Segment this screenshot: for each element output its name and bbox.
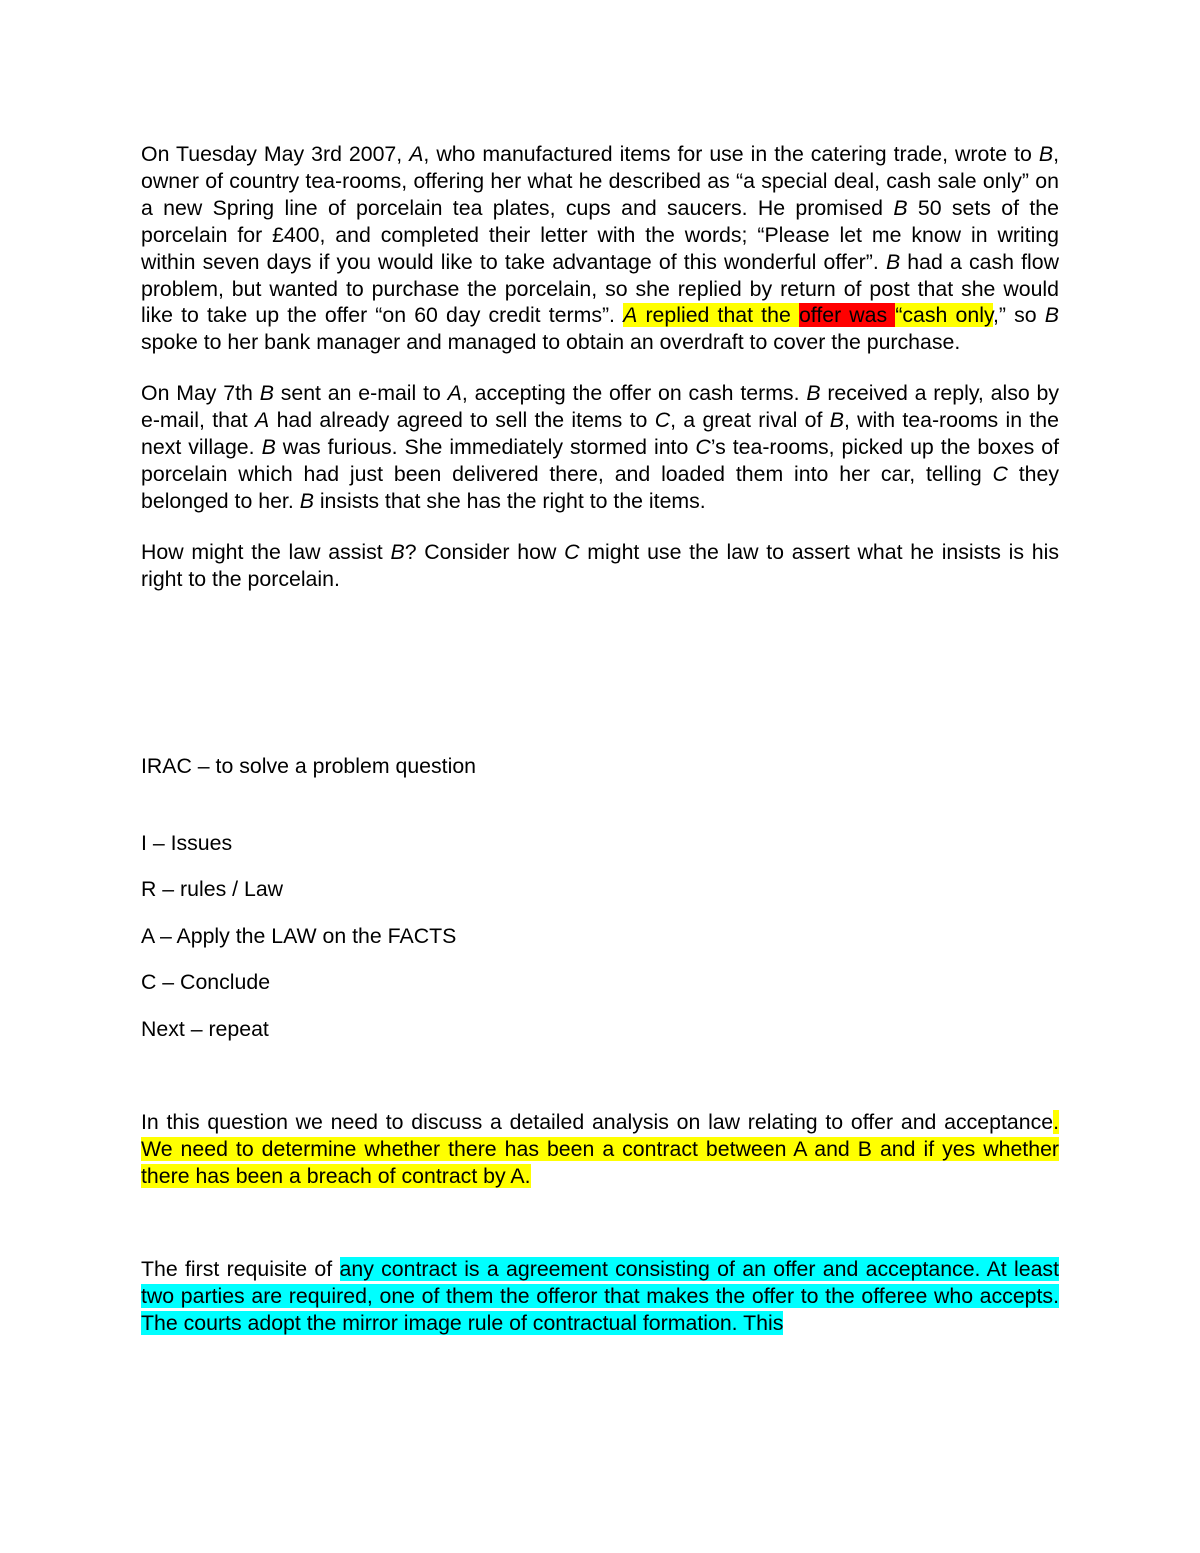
text-run: ,” so [993,303,1045,328]
section-gap [141,593,1059,753]
text-run: sent an e-mail to [273,381,448,406]
text-run: ’s tea-rooms, picked up the boxes of porcelain which had just been delivered there, and loaded them into her car, telling [141,435,1059,486]
party-a: A [255,408,270,433]
section-gap [141,1190,1059,1256]
text-run: , who manufactured items for use in the catering trade, wrote to [423,142,1039,166]
party-b: B [1038,142,1054,166]
party-b: B [1044,303,1060,328]
party-c: C [992,461,1008,486]
text-run: , with tea-rooms in the next village. [141,408,1059,460]
party-a: A [447,381,462,406]
highlight-party-a: A [623,303,638,328]
party-a: A [409,142,424,166]
irac-item-next: Next – repeat [141,1016,269,1041]
text-run: , accepting the offer on cash terms. [461,381,807,406]
text-run: On Tuesday May 3rd 2007, [141,142,410,166]
text-run: 50 sets of the porcelain for £400, and completed their letter with the words; “Please let me know in writing within seven days if you would like to take advantage of this wonderful offer”. [141,195,1059,274]
highlight-cyan-text: any contract is a agreement consisting of an offer and acceptance. At least two parties are required, one of them the offeror that makes the offer to the offeree who accepts. The courts adopt the mirror image rule of contractual formation. This [141,1256,1059,1335]
party-b: B [259,381,274,406]
party-b: B [261,435,276,460]
irac-heading: IRAC – to solve a problem question [141,753,477,778]
party-c: C [695,435,711,460]
irac-item-conclude: C – Conclude [141,970,271,995]
text-run: On May 7th [141,381,260,406]
text-run: How might the law assist [141,539,391,564]
text-run: The first requisite of [141,1256,340,1281]
text-run: insists that she has the right to the items. [313,488,706,513]
problem-paragraph-2 [141,380,1059,515]
problem-paragraph-1 [141,141,1059,356]
irac-item-rules: R – rules / Law [141,877,284,902]
highlight-yellow-text: “cash only [895,303,994,328]
party-b: B [893,195,908,220]
text-run: was furious. She immediately stormed into [275,435,696,460]
party-b: B [299,488,314,513]
highlight-yellow-text: replied that the [637,303,799,328]
party-b: B [806,381,821,406]
irac-item-issues: I – Issues [141,830,233,855]
text-run: ? Consider how [404,539,565,564]
document-page [141,141,1059,1337]
paragraph-gap [141,515,1059,539]
text-run: they belonged to her. [141,461,1060,513]
analysis-paragraph-2 [141,1256,1059,1337]
text-run: , a great rival of [670,408,830,433]
text-run: received a reply, also by e-mail, that [141,381,1059,433]
paragraph-gap [141,356,1059,380]
text-run: had already agreed to sell the items to [269,408,655,433]
text-run: , owner of country tea-rooms, offering her what he described as “a special deal, cash sale only” on a new Spring line of porcelain tea plates, cups and saucers. He promised [141,142,1059,220]
text-run: spoke to her bank manager and managed to obtain an overdraft to cover the purchase. [141,330,961,355]
party-b: B [829,408,844,433]
problem-question [141,539,1059,593]
party-c: C [564,539,580,564]
section-gap [141,1062,1059,1109]
party-c: C [654,408,671,433]
analysis-paragraph-1 [141,1109,1059,1190]
highlight-yellow-text: . We need to determine whether there has been a contract between A and B and if yes whether there has been a breach of contract by A. [141,1110,1059,1188]
irac-item-apply: A – Apply the LAW on the FACTS [141,923,457,948]
text-run: had a cash flow problem, but wanted to purchase the porcelain, so she replied by return of post that she would like to take up the offer “on 60 day credit terms”. [141,249,1059,328]
party-b: B [390,539,405,564]
party-b: B [885,249,901,274]
text-run: In this question we need to discuss a detailed analysis on law relating to offer and acceptance [141,1110,1054,1135]
text-run: might use the law to assert what he insists is his right to the porcelain. [141,539,1059,591]
highlight-red-text: offer was [798,303,896,328]
